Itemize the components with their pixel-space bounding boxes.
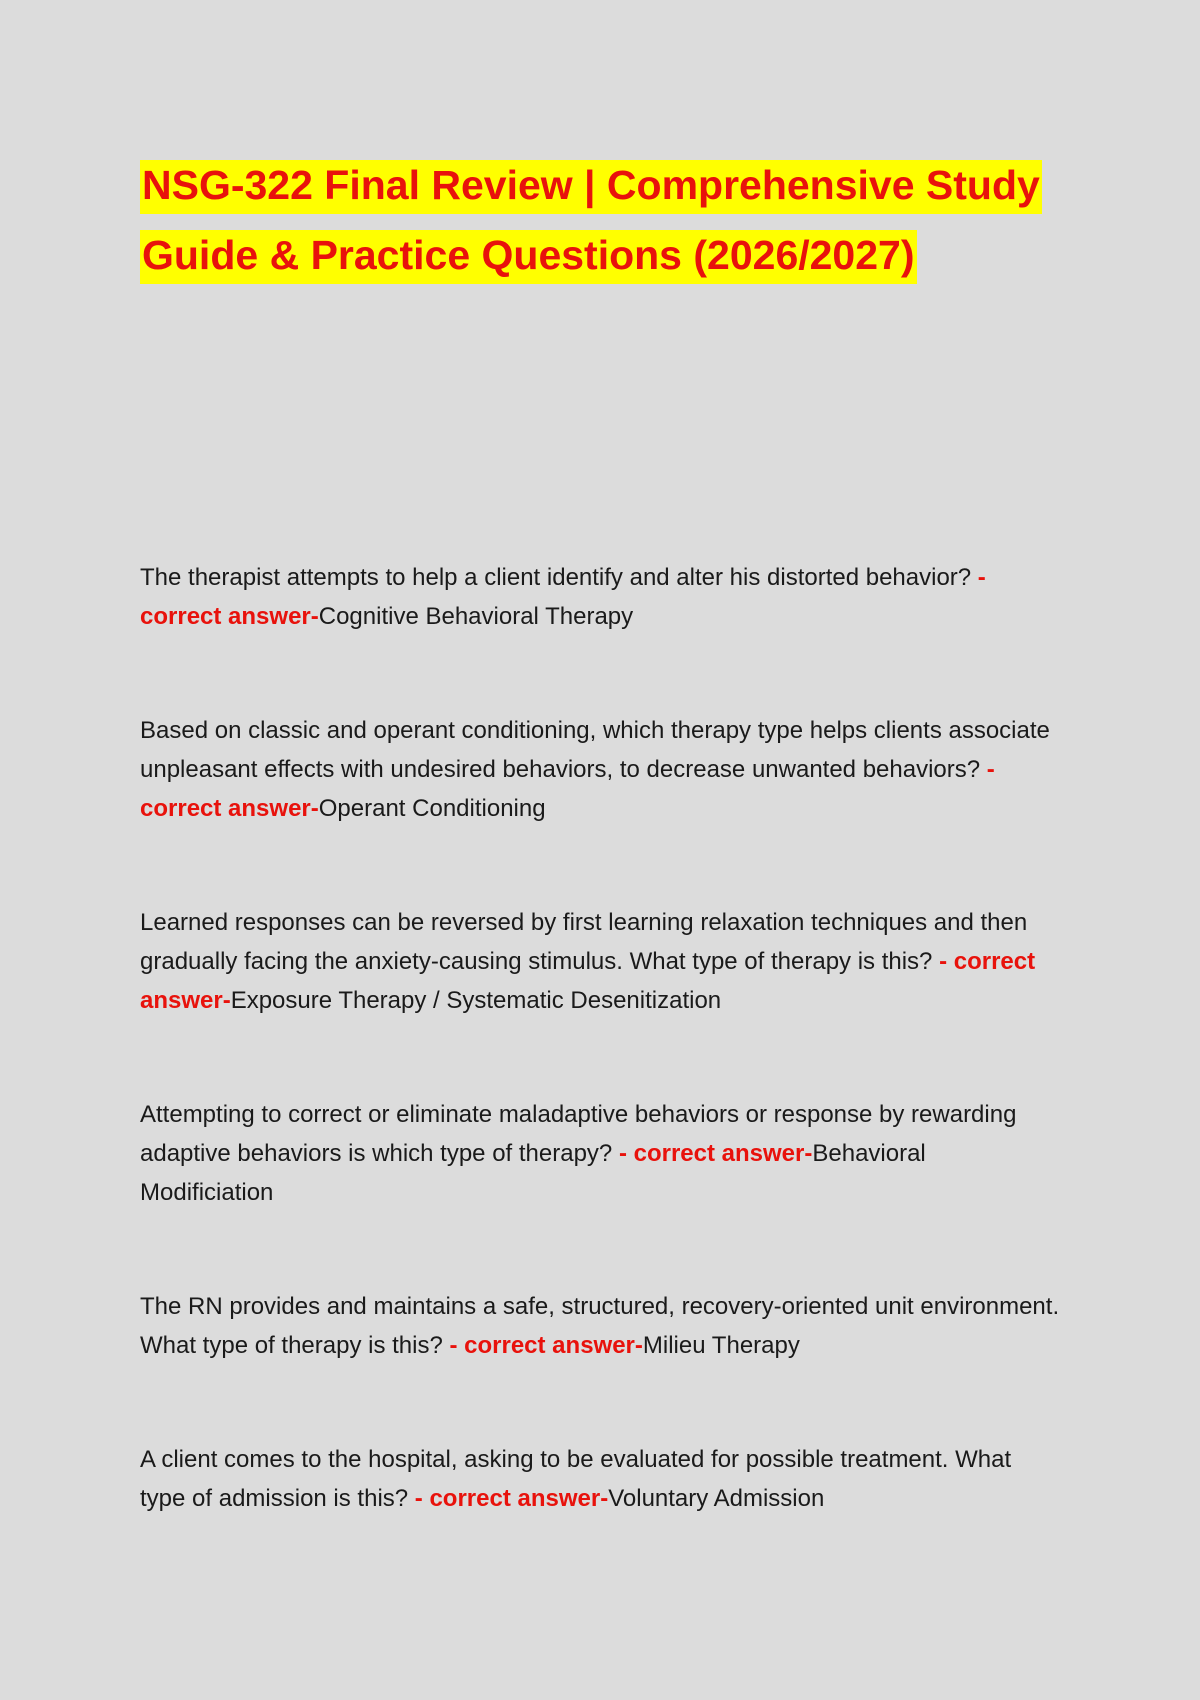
qa-list [140,558,1060,1593]
document-title [140,150,1060,290]
qa-question: Learned responses can be reversed by first learning relaxation techniques and then gradually facing the anxiety-causing stimulus. What type of therapy is this? [140,909,1028,975]
qa-item [140,711,1060,828]
qa-item [140,1287,1060,1365]
document-title-highlight: NSG-322 Final Review | Comprehensive Study Guide & Practice Questions (2026/2027) [140,160,1042,284]
qa-item [140,1095,1060,1212]
answer-marker: - correct answer- [140,564,986,630]
qa-answer: Operant Conditioning [318,795,546,822]
answer-marker: - correct answer- [140,948,1036,1014]
qa-answer: Voluntary Admission [608,1485,825,1512]
answer-marker: - correct answer- [442,1332,643,1359]
qa-answer: Cognitive Behavioral Therapy [318,603,634,630]
qa-item [140,558,1060,636]
qa-question: The therapist attempts to help a client identify and alter his distorted behavior? [140,564,972,591]
answer-marker: - correct answer- [408,1485,609,1512]
qa-question: Based on classic and operant conditioning, which therapy type helps clients associate unpleasant effects with undesired behaviors, to decrease unwanted behaviors? [140,717,1050,783]
qa-answer: Exposure Therapy / Systematic Desenitization [230,987,722,1014]
answer-marker: - correct answer- [612,1140,813,1167]
qa-answer: Milieu Therapy [642,1332,800,1359]
qa-question: Attempting to correct or eliminate maladaptive behaviors or response by rewarding adaptive behaviors is which type of therapy? [140,1101,1017,1167]
qa-item [140,1440,1060,1518]
qa-answer: Behavioral Modificiation [140,1140,926,1206]
answer-marker: - correct answer- [140,756,995,822]
qa-question: A client comes to the hospital, asking to be evaluated for possible treatment. What type of admission is this? [140,1446,1012,1512]
qa-item [140,903,1060,1020]
qa-question: The RN provides and maintains a safe, structured, recovery-oriented unit environment. What type of therapy is this? [140,1293,1060,1359]
